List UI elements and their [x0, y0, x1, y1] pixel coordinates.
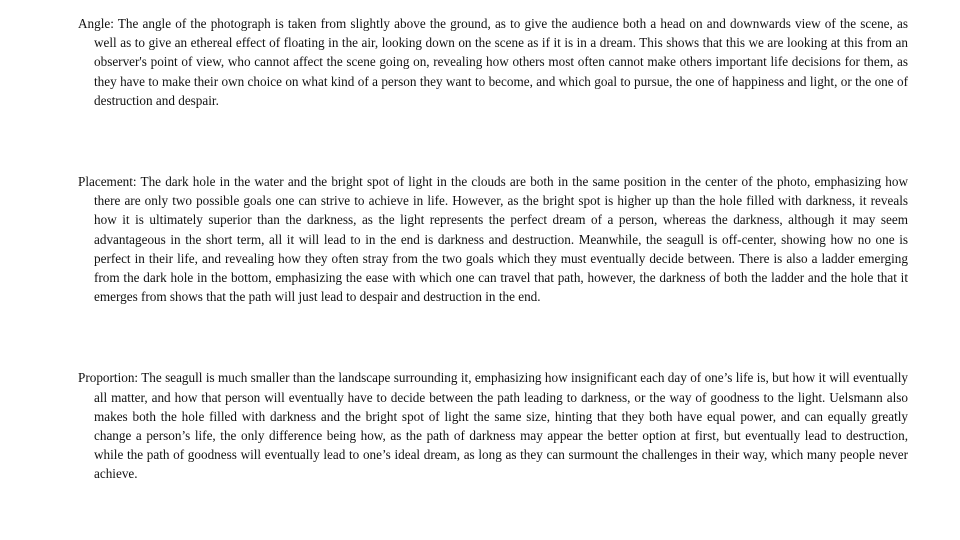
document-body	[78, 14, 908, 484]
paragraph-text: The angle of the photograph is taken from slightly above the ground, as to give the audience both a head on and downwards view of the scene, as well as to give an ethereal effect of floating in the air, looking down on the scene as if it is in a dream. This shows that this we are looking at this from an observer's point of view, who cannot affect the scene going on, revealing how others most often cannot make others important life decisions for them, as they have to make their own choice on what kind of a person they want to become, and which goal to pursue, the one of happiness and light, or the one of destruction and despair.	[94, 16, 908, 108]
paragraph-label: Angle:	[78, 16, 114, 31]
paragraph-angle	[78, 14, 908, 110]
paragraph-proportion	[78, 368, 908, 483]
paragraph-label: Proportion:	[78, 370, 139, 386]
paragraph-placement	[78, 172, 908, 306]
paragraph-text: The seagull is much smaller than the landscape surrounding it, emphasizing how insignificant each day of one’s life is, but how it will eventually all matter, and how that person will eventually have to decide between the path leading to darkness, or the way of goodness to the light. Uelsmann also makes both the hole filled with darkness and the bright spot of light the same size, hinting that they both have equal power, and can equally greatly change a person’s life, the only difference being how, as the path of darkness may appear the better option at first, but eventually lead to destruction, while the path of goodness will eventually lead to one’s ideal dream, as long as they can surmount the challenges in their way, which many people never achieve.	[94, 370, 909, 482]
paragraph-label: Placement:	[78, 174, 137, 190]
paragraph-text: The dark hole in the water and the bright spot of light in the clouds are both in the same position in the center of the photo, emphasizing how there are only two possible goals one can strive to achieve in life. However, as the bright spot is higher up than the hole filled with darkness, it reveals how it is ultimately superior than the darkness, as the light represents the perfect dream of a person, whereas the darkness, although it may seem advantageous in the short term, all it will lead to in the end is darkness and destruction. Meanwhile, the seagull is off-center, showing how no one is perfect in their life, and revealing how they often stray from the two goals which they must eventually decide between. There is also a ladder emerging from the dark hole in the bottom, emphasizing the ease with which one can travel that path, however, the darkness of both the ladder and the hole that it emerges from shows that the path will just lead to despair and destruction in the end.	[94, 174, 908, 305]
